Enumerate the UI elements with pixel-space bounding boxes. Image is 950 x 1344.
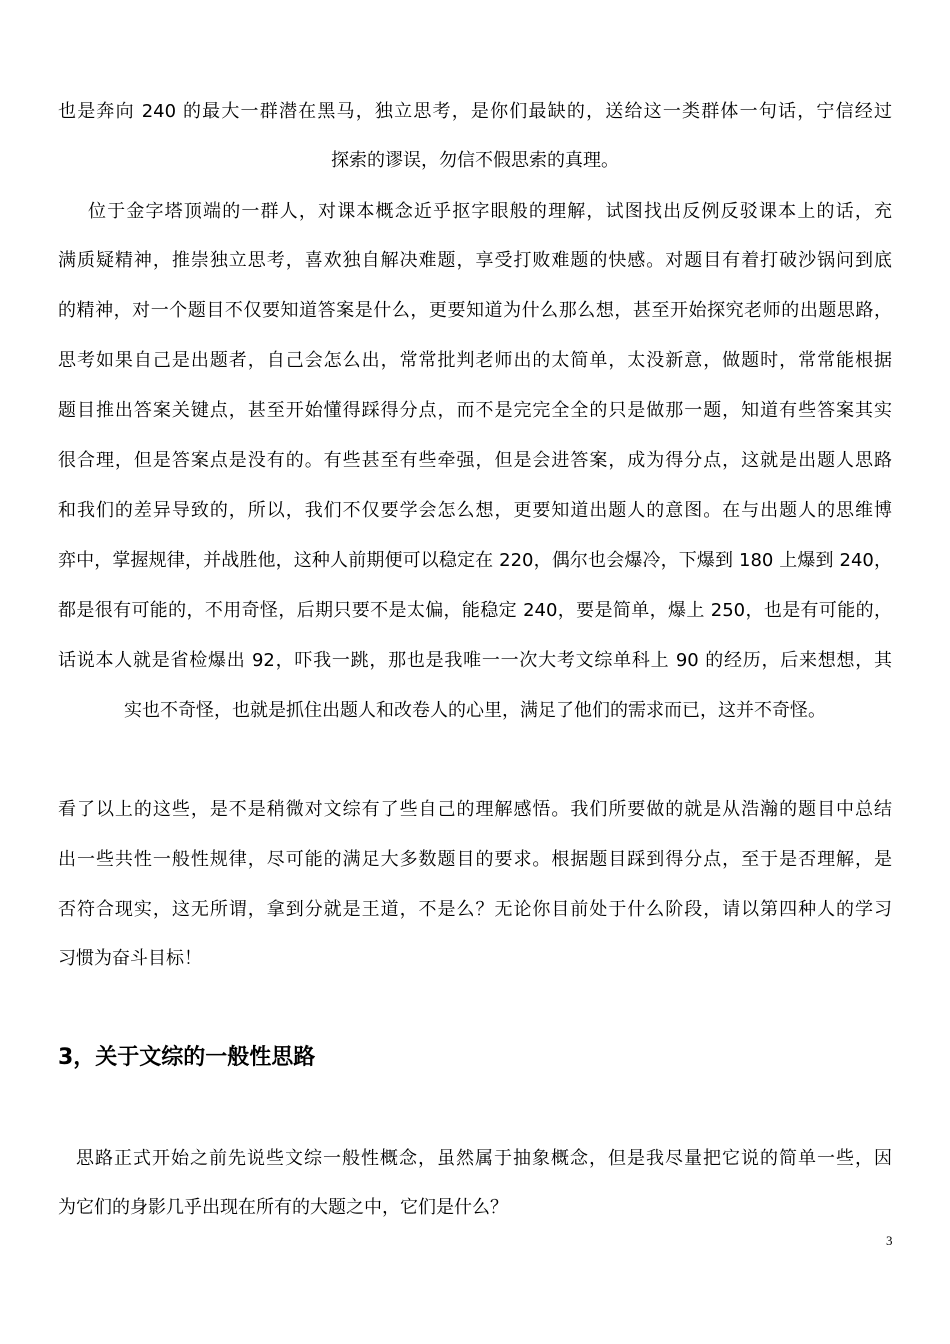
paragraph-4-line-1: 思路正式开始之前先说些文综一般性概念，虽然属于抽象概念，但是我尽量把它说的简单一些，因 (76, 1148, 892, 1169)
paragraph-2-line-2: 满质疑精神，推崇独立思考，喜欢独自解决难题，享受打败难题的快感。对题目有着打破沙锅问到底 (58, 250, 892, 271)
paragraph-3-line-3: 否符合现实，这无所谓，拿到分就是王道，不是么？无论你目前处于什么阶段，请以第四种人的学习 (58, 899, 892, 920)
section-heading: 3，关于文综的一般性思路 (58, 1045, 316, 1070)
paragraph-2-line-7: 和我们的差异导致的，所以，我们不仅要学会怎么想，更要知道出题人的意图。在与出题人的思维博 (58, 500, 892, 521)
paragraph-1-line-1: 也是奔向 240 的最大一群潜在黑马，独立思考，是你们最缺的，送给这一类群体一句话，宁信经过 (58, 101, 892, 122)
paragraph-2-line-3: 的精神，对一个题目不仅要知道答案是什么，更要知道为什么那么想，甚至开始探究老师的出题思路， (58, 300, 892, 321)
paragraph-2-line-8: 弈中，掌握规律，并战胜他，这种人前期便可以稳定在 220，偶尔也会爆冷，下爆到 180 上爆到 240， (58, 550, 892, 571)
paragraph-3-line-1: 看了以上的这些，是不是稍微对文综有了些自己的理解感悟。我们所要做的就是从浩瀚的题目中总结 (58, 799, 892, 820)
paragraph-2-line-9: 都是很有可能的，不用奇怪，后期只要不是太偏，能稳定 240，要是简单，爆上 250，也是有可能的， (58, 600, 892, 621)
paragraph-2-line-6: 很合理，但是答案点是没有的。有些甚至有些牵强，但是会进答案，成为得分点，这就是出题人思路 (58, 450, 892, 471)
paragraph-4-line-2: 为它们的身影几乎出现在所有的大题之中，它们是什么？ (58, 1197, 508, 1218)
paragraph-2-line-4: 思考如果自己是出题者，自己会怎么出，常常批判老师出的太简单，太没新意，做题时，常常能根据 (58, 350, 892, 371)
paragraph-3-line-4: 习惯为奋斗目标！ (58, 948, 202, 969)
paragraph-2-line-5: 题目推出答案关键点，甚至开始懂得踩得分点，而不是完完全全的只是做那一题，知道有些答案其实 (58, 400, 892, 421)
paragraph-2-line-11: 实也不奇怪，也就是抓住出题人和改卷人的心里，满足了他们的需求而已，这并不奇怪。 (124, 700, 826, 721)
paragraph-2-line-1: 位于金字塔顶端的一群人，对课本概念近乎抠字眼般的理解，试图找出反例反驳课本上的话，充 (88, 201, 892, 222)
paragraph-1-line-2: 探索的谬误，勿信不假思索的真理。 (331, 150, 619, 171)
page-number: 3 (886, 1233, 893, 1248)
paragraph-3-line-2: 出一些共性一般性规律，尽可能的满足大多数题目的要求。根据题目踩到得分点，至于是否理解，是 (58, 849, 892, 870)
paragraph-2-line-10: 话说本人就是省检爆出 92，吓我一跳，那也是我唯一一次大考文综单科上 90 的经历，后来想想，其 (58, 650, 892, 671)
